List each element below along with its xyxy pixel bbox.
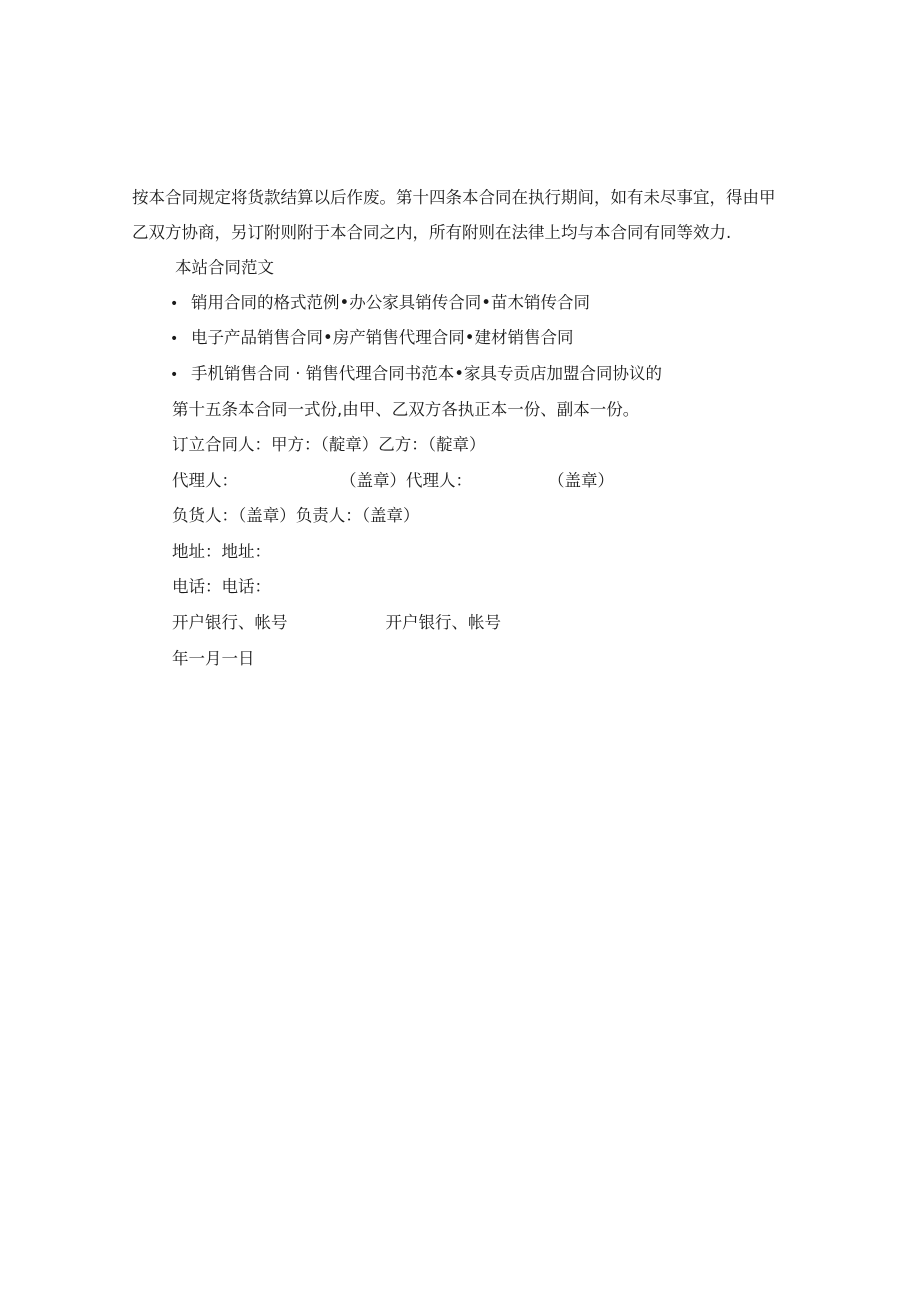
list-item-text: 销用合同的格式范例•办公家具销传合同•苗木销传合同 <box>191 293 590 312</box>
date-line: 年一月一日 <box>172 649 255 668</box>
bullet-icon: • <box>170 331 179 347</box>
phone-a-label: 电话： <box>172 577 222 596</box>
phone-b-label: 电话： <box>221 577 271 596</box>
party-b-seal: （靛章） <box>427 435 486 454</box>
clause-fifteen: 第十五条本合同一式份,由甲、乙双方各执正本一份、副本一份。 <box>172 400 640 419</box>
party-b-label: 乙方： <box>378 435 428 454</box>
agent-b-seal: （盖章） <box>548 471 614 490</box>
list-item <box>170 327 573 350</box>
bullet-icon: • <box>170 367 179 383</box>
contract-parties-row <box>172 434 486 456</box>
agents-row <box>172 470 614 492</box>
section-title: 本站合同范文 <box>175 258 274 277</box>
party-a-label: 甲方： <box>271 435 321 454</box>
address-b-label: 地址： <box>221 542 271 561</box>
phone-row <box>172 576 271 598</box>
bullet-icon: • <box>170 296 179 312</box>
agent-b-label: 代理人： <box>406 471 472 490</box>
person-b-label: 负责人： <box>295 506 362 525</box>
paragraph-line-1: 按本合同规定将货款结算以后作废。第十四条本合同在执行期间，如有未尽事宜，得由甲 <box>132 188 776 207</box>
person-a-seal: （盖章） <box>238 506 296 525</box>
party-a-seal: （靛章） <box>320 435 379 454</box>
list-item-text: 手机销售合同 · 销售代理合同书范本•家具专贡店加盟合同协议的 <box>191 364 662 383</box>
agent-a-label: 代理人： <box>172 471 238 490</box>
address-row <box>172 541 271 563</box>
bank-row <box>172 612 501 634</box>
contract-paragraph <box>132 180 792 250</box>
list-item-text: 电子产品销售合同•房产销售代理合同•建材销售合同 <box>191 328 574 347</box>
list-item <box>170 292 590 315</box>
bank-a-label: 开户银行、帐号 <box>172 613 288 632</box>
person-a-label: 负货人： <box>172 506 238 525</box>
agent-a-seal: （盖章） <box>340 471 406 490</box>
contract-parties-label: 订立合同人： <box>172 435 271 454</box>
list-item <box>170 363 662 386</box>
person-b-seal: （盖章） <box>361 506 420 525</box>
address-a-label: 地址： <box>172 542 222 561</box>
paragraph-line-2: 乙双方协商，另订附则附于本合同之内，所有附则在法律上均与本合同有同等效力. <box>132 223 732 242</box>
persons-in-charge-row <box>172 505 420 527</box>
bank-b-label: 开户银行、帐号 <box>385 613 501 632</box>
